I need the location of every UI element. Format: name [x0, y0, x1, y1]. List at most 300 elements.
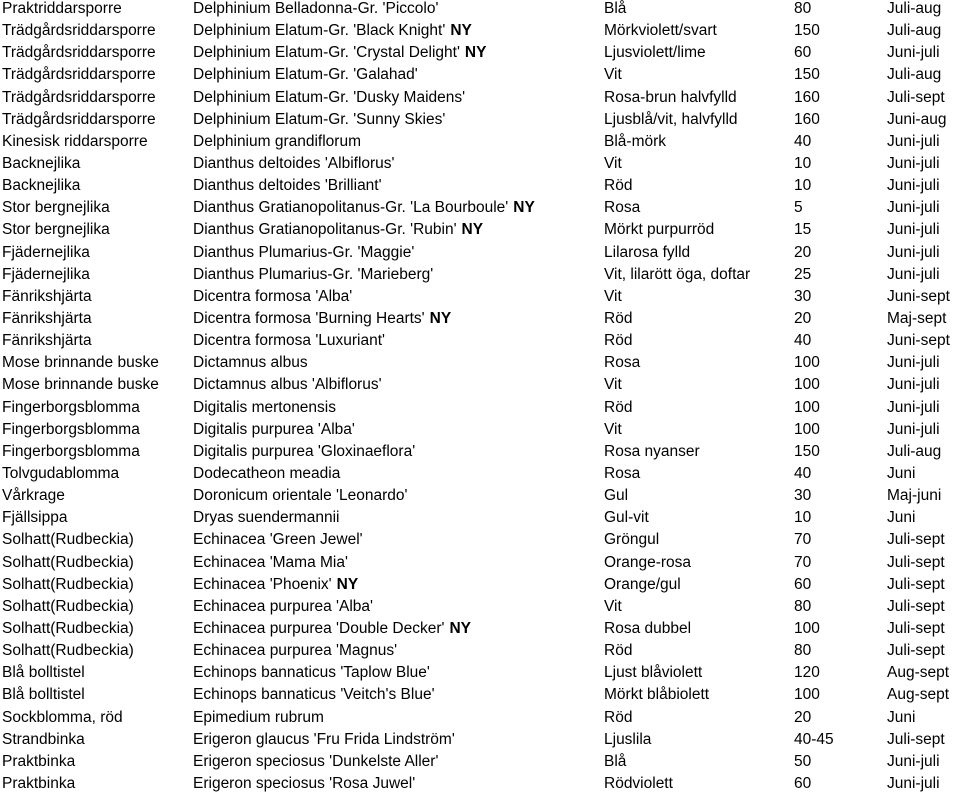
flower-color-cell: [604, 175, 632, 197]
botanical-name-cell-text: Echinacea purpurea 'Alba': [193, 597, 373, 615]
botanical-name-cell: [193, 0, 438, 20]
flower-color-cell-text: Blå: [604, 0, 627, 17]
height-cell: [794, 662, 820, 684]
bloom-period-cell-text: Juli-sept: [887, 619, 945, 637]
height-cell: [794, 684, 820, 706]
botanical-name-cell-text: Dianthus Plumarius-Gr. 'Maggie': [193, 243, 415, 261]
botanical-name-cell: [193, 286, 352, 308]
bloom-period-cell-text: Maj-sept: [887, 309, 947, 327]
bloom-period-cell-text: Juni-juli: [887, 177, 940, 195]
table-row: [2, 308, 960, 330]
common-name-cell: [2, 352, 159, 374]
height-cell-text: 10: [794, 177, 812, 195]
flower-color-cell: [604, 330, 632, 352]
flower-color-cell: [604, 219, 714, 241]
bloom-period-cell: [887, 729, 945, 751]
flower-color-cell-text: Rosa: [604, 199, 641, 217]
botanical-name-cell-text: Dryas suendermannii: [193, 509, 340, 527]
botanical-name-cell-text: Echinops bannaticus 'Taplow Blue': [193, 664, 430, 682]
height-cell-text: 150: [794, 66, 820, 84]
height-cell-text: 80: [794, 597, 812, 615]
common-name-cell: [2, 729, 85, 751]
flower-color-cell-text: Ljusblå/vit, halvfylld: [604, 110, 738, 128]
common-name-cell: [2, 330, 92, 352]
bloom-period-cell-text: Juni: [887, 464, 916, 482]
flower-color-cell: [604, 64, 622, 86]
botanical-name-cell-text: Dianthus deltoides 'Brilliant': [193, 177, 382, 195]
flower-color-cell: [604, 0, 626, 20]
botanical-name-cell: [193, 618, 471, 640]
botanical-name-cell-text: Dianthus Gratianopolitanus-Gr. 'La Bourboule': [193, 199, 509, 217]
height-cell: [794, 552, 811, 574]
flower-color-cell: [604, 131, 666, 153]
height-cell: [794, 87, 820, 109]
height-cell-text: 30: [794, 287, 812, 305]
height-cell: [794, 219, 811, 241]
common-name-cell-text: Trädgårdsriddarsporre: [2, 22, 156, 40]
height-cell: [794, 441, 820, 463]
botanical-name-cell-text: Dicentra formosa 'Luxuriant': [193, 332, 386, 350]
height-cell-text: 70: [794, 553, 812, 571]
flower-color-cell-text: Gröngul: [604, 531, 660, 549]
botanical-name-cell: [193, 596, 373, 618]
common-name-cell-text: Trädgårdsriddarsporre: [2, 44, 156, 62]
botanical-name-cell-text: Dictamnus albus: [193, 354, 308, 372]
height-cell: [794, 374, 820, 396]
flower-color-cell: [604, 397, 632, 419]
common-name-cell-text: Fänrikshjärta: [2, 332, 92, 350]
height-cell-text: 100: [794, 354, 820, 372]
common-name-cell-text: Mose brinnande buske: [2, 376, 159, 394]
bloom-period-cell: [887, 751, 940, 773]
height-cell: [794, 20, 820, 42]
botanical-name-cell: [193, 574, 358, 596]
bloom-period-cell-text: Juni: [887, 708, 916, 726]
height-cell-text: 80: [794, 642, 812, 660]
bloom-period-cell-text: Juni-juli: [887, 398, 940, 416]
table-row: [2, 574, 960, 596]
common-name-cell-text: Blå bolltistel: [2, 686, 85, 704]
bloom-period-cell: [887, 352, 940, 374]
bloom-period-cell-text: Juni-juli: [887, 154, 940, 172]
height-cell-text: 10: [794, 509, 812, 527]
botanical-name-cell: [193, 197, 535, 219]
common-name-cell: [2, 751, 75, 773]
botanical-name-cell: [193, 131, 361, 153]
bloom-period-cell-text: Juni-sept: [887, 287, 950, 305]
botanical-name-cell-text: Dodecatheon meadia: [193, 464, 341, 482]
table-row: [2, 552, 960, 574]
common-name-cell-text: Solhatt(Rudbeckia): [2, 575, 134, 593]
height-cell-text: 100: [794, 398, 820, 416]
flower-color-cell-text: Vit: [604, 287, 622, 305]
bloom-period-cell: [887, 242, 940, 264]
botanical-name-cell: [193, 87, 465, 109]
common-name-cell-text: Mose brinnande buske: [2, 354, 159, 372]
flower-color-cell-text: Röd: [604, 708, 633, 726]
botanical-name-cell-text: Delphinium Elatum-Gr. 'Galahad': [193, 66, 418, 84]
common-name-cell-text: Praktriddarsporre: [2, 0, 122, 17]
table-row: [2, 197, 960, 219]
bloom-period-cell: [887, 20, 941, 42]
common-name-cell: [2, 529, 134, 551]
common-name-cell: [2, 20, 156, 42]
flower-color-cell-text: Rosa-brun halvfylld: [604, 88, 737, 106]
height-cell: [794, 131, 811, 153]
common-name-cell: [2, 684, 85, 706]
flower-color-cell-text: Ljusviolett/lime: [604, 44, 706, 62]
flower-color-cell-text: Röd: [604, 309, 633, 327]
botanical-name-cell-text: Epimedium rubrum: [193, 708, 324, 726]
height-cell: [794, 751, 811, 773]
common-name-cell-text: Tolvgudablomma: [2, 464, 120, 482]
common-name-cell: [2, 0, 122, 20]
table-row: [2, 729, 960, 751]
common-name-cell-text: Solhatt(Rudbeckia): [2, 531, 134, 549]
height-cell: [794, 330, 811, 352]
new-badge: NY: [429, 309, 452, 327]
botanical-name-cell-text: Delphinium grandiflorum: [193, 132, 361, 150]
flower-color-cell-text: Röd: [604, 398, 633, 416]
common-name-cell-text: Fänrikshjärta: [2, 287, 92, 305]
flower-color-cell: [604, 574, 681, 596]
botanical-name-cell: [193, 397, 336, 419]
bloom-period-cell: [887, 707, 915, 729]
bloom-period-cell-text: Maj-juni: [887, 487, 942, 505]
common-name-cell: [2, 552, 134, 574]
height-cell: [794, 529, 811, 551]
bloom-period-cell: [887, 197, 940, 219]
bloom-period-cell-text: Juni: [887, 509, 916, 527]
flower-color-cell-text: Rosa nyanser: [604, 442, 700, 460]
flower-color-cell: [604, 42, 706, 64]
common-name-cell-text: Kinesisk riddarsporre: [2, 132, 148, 150]
common-name-cell: [2, 397, 140, 419]
height-cell: [794, 640, 811, 662]
botanical-name-cell-text: Dianthus deltoides 'Albiflorus': [193, 154, 395, 172]
height-cell-text: 160: [794, 110, 820, 128]
flower-color-cell-text: Rosa: [604, 354, 641, 372]
bloom-period-cell-text: Juli-sept: [887, 642, 945, 660]
flower-color-cell-text: Röd: [604, 642, 633, 660]
bloom-period-cell-text: Juni-juli: [887, 774, 940, 792]
bloom-period-cell-text: Juni-juli: [887, 132, 940, 150]
botanical-name-cell: [193, 463, 340, 485]
botanical-name-cell: [193, 153, 395, 175]
table-row: [2, 397, 960, 419]
flower-color-cell-text: Vit: [604, 597, 622, 615]
table-row: [2, 219, 960, 241]
botanical-name-cell-text: Delphinium Elatum-Gr. 'Dusky Maidens': [193, 88, 466, 106]
common-name-cell: [2, 374, 159, 396]
common-name-cell-text: Stor bergnejlika: [2, 199, 110, 217]
flower-color-cell-text: Ljust blåviolett: [604, 664, 703, 682]
common-name-cell-text: Backnejlika: [2, 177, 81, 195]
new-badge: NY: [464, 44, 487, 62]
common-name-cell: [2, 42, 156, 64]
height-cell: [794, 463, 811, 485]
flower-color-cell-text: Orange-rosa: [604, 553, 692, 571]
new-badge: NY: [336, 575, 359, 593]
flower-color-cell: [604, 441, 700, 463]
flower-color-cell-text: Blå: [604, 752, 627, 770]
height-cell: [794, 197, 803, 219]
botanical-name-cell: [193, 264, 433, 286]
table-row: [2, 529, 960, 551]
flower-color-cell: [604, 308, 632, 330]
height-cell: [794, 574, 811, 596]
common-name-cell-text: Fingerborgsblomma: [2, 442, 140, 460]
bloom-period-cell: [887, 109, 946, 131]
botanical-name-cell: [193, 729, 455, 751]
common-name-cell: [2, 441, 140, 463]
botanical-name-cell-text: Delphinium Elatum-Gr. 'Sunny Skies': [193, 110, 446, 128]
botanical-name-cell: [193, 485, 407, 507]
height-cell: [794, 507, 811, 529]
common-name-cell: [2, 507, 67, 529]
bloom-period-cell: [887, 87, 945, 109]
height-cell-text: 70: [794, 531, 812, 549]
table-row: [2, 419, 960, 441]
common-name-cell: [2, 131, 148, 153]
botanical-name-cell: [193, 308, 451, 330]
height-cell-text: 60: [794, 774, 812, 792]
botanical-name-cell: [193, 175, 382, 197]
table-row: [2, 485, 960, 507]
botanical-name-cell-text: Digitalis purpurea 'Alba': [193, 420, 355, 438]
height-cell: [794, 397, 820, 419]
height-cell-text: 60: [794, 44, 812, 62]
botanical-name-cell-text: Erigeron glaucus 'Fru Frida Lindström': [193, 730, 455, 748]
common-name-cell: [2, 485, 65, 507]
height-cell-text: 40: [794, 464, 812, 482]
height-cell: [794, 596, 811, 618]
height-cell: [794, 264, 811, 286]
table-row: [2, 87, 960, 109]
botanical-name-cell: [193, 507, 339, 529]
flower-color-cell-text: Orange/gul: [604, 575, 681, 593]
table-row: [2, 20, 960, 42]
common-name-cell-text: Blå bolltistel: [2, 664, 85, 682]
new-badge: NY: [513, 199, 535, 217]
bloom-period-cell-text: Juli-sept: [887, 730, 945, 748]
common-name-cell: [2, 264, 90, 286]
flower-color-cell: [604, 109, 738, 131]
table-row: [2, 507, 960, 529]
botanical-name-cell: [193, 330, 385, 352]
botanical-name-cell: [193, 640, 397, 662]
flower-color-cell: [604, 618, 691, 640]
botanical-name-cell-text: Dianthus Plumarius-Gr. 'Marieberg': [193, 265, 434, 283]
table-row: [2, 684, 960, 706]
botanical-name-cell: [193, 42, 486, 64]
height-cell: [794, 242, 811, 264]
botanical-name-cell: [193, 219, 483, 241]
bloom-period-cell-text: Juli-sept: [887, 597, 945, 615]
common-name-cell: [2, 197, 110, 219]
flower-color-cell: [604, 374, 622, 396]
table-row: [2, 662, 960, 684]
table-row: [2, 42, 960, 64]
height-cell-text: 60: [794, 575, 812, 593]
table-row: [2, 64, 960, 86]
height-cell-text: 80: [794, 0, 812, 17]
botanical-name-cell: [193, 441, 415, 463]
botanical-name-cell-text: Delphinium Belladonna-Gr. 'Piccolo': [193, 0, 439, 17]
table-row: [2, 352, 960, 374]
height-cell-text: 30: [794, 487, 812, 505]
height-cell: [794, 175, 811, 197]
botanical-name-cell: [193, 751, 438, 773]
common-name-cell: [2, 109, 156, 131]
common-name-cell-text: Fjällsippa: [2, 509, 68, 527]
table-row: [2, 330, 960, 352]
height-cell: [794, 485, 811, 507]
height-cell: [794, 286, 811, 308]
table-row: [2, 463, 960, 485]
bloom-period-cell: [887, 219, 940, 241]
common-name-cell: [2, 618, 134, 640]
flower-color-cell: [604, 485, 628, 507]
flower-color-cell: [604, 419, 622, 441]
bloom-period-cell: [887, 441, 941, 463]
botanical-name-cell-text: Dianthus Gratianopolitanus-Gr. 'Rubin': [193, 221, 457, 239]
flower-color-cell-text: Gul-vit: [604, 509, 649, 527]
bloom-period-cell: [887, 64, 941, 86]
flower-color-cell-text: Rosa: [604, 464, 641, 482]
bloom-period-cell: [887, 374, 940, 396]
common-name-cell-text: Praktbinka: [2, 774, 76, 792]
flower-color-cell: [604, 751, 626, 773]
bloom-period-cell: [887, 264, 940, 286]
common-name-cell: [2, 175, 80, 197]
botanical-name-cell: [193, 662, 430, 684]
botanical-name-cell: [193, 20, 472, 42]
bloom-period-cell: [887, 397, 940, 419]
height-cell-text: 20: [794, 708, 812, 726]
flower-color-cell: [604, 662, 702, 684]
common-name-cell-text: Solhatt(Rudbeckia): [2, 642, 134, 660]
botanical-name-cell-text: Dicentra formosa 'Alba': [193, 287, 353, 305]
height-cell: [794, 707, 811, 729]
height-cell-text: 150: [794, 22, 820, 40]
botanical-name-cell-text: Dicentra formosa 'Burning Hearts': [193, 309, 425, 327]
bloom-period-cell-text: Aug-sept: [887, 686, 950, 704]
flower-color-cell-text: Vit: [604, 154, 622, 172]
height-cell-text: 150: [794, 442, 820, 460]
height-cell-text: 100: [794, 420, 820, 438]
common-name-cell-text: Trädgårdsriddarsporre: [2, 110, 156, 128]
common-name-cell-text: Trädgårdsriddarsporre: [2, 66, 156, 84]
height-cell-text: 40-45: [794, 730, 834, 748]
common-name-cell: [2, 640, 134, 662]
botanical-name-cell-text: Delphinium Elatum-Gr. 'Black Knight': [193, 22, 446, 40]
bloom-period-cell: [887, 507, 915, 529]
table-row: [2, 109, 960, 131]
bloom-period-cell: [887, 0, 941, 20]
common-name-cell: [2, 242, 90, 264]
bloom-period-cell-text: Aug-sept: [887, 664, 950, 682]
flower-color-cell: [604, 197, 640, 219]
common-name-cell: [2, 286, 92, 308]
common-name-cell: [2, 308, 92, 330]
height-cell-text: 100: [794, 619, 820, 637]
common-name-cell-text: Fingerborgsblomma: [2, 398, 140, 416]
botanical-name-cell: [193, 109, 445, 131]
flower-color-cell: [604, 596, 622, 618]
bloom-period-cell: [887, 131, 940, 153]
bloom-period-cell: [887, 662, 949, 684]
bloom-period-cell-text: Juni-juli: [887, 44, 940, 62]
height-cell: [794, 308, 811, 330]
bloom-period-cell-text: Juli-aug: [887, 0, 942, 17]
bloom-period-cell: [887, 419, 940, 441]
flower-color-cell: [604, 707, 632, 729]
flower-color-cell-text: Vit: [604, 376, 622, 394]
flower-color-cell: [604, 640, 632, 662]
botanical-name-cell-text: Echinacea 'Phoenix': [193, 575, 332, 593]
bloom-period-cell-text: Juni-juli: [887, 376, 940, 394]
bloom-period-cell-text: Juni-juli: [887, 420, 940, 438]
bloom-period-cell-text: Juni-juli: [887, 354, 940, 372]
flower-color-cell-text: Rödviolett: [604, 774, 673, 792]
common-name-cell: [2, 153, 80, 175]
botanical-name-cell-text: Echinacea 'Green Jewel': [193, 531, 363, 549]
flower-color-cell: [604, 507, 649, 529]
height-cell: [794, 153, 811, 175]
common-name-cell-text: Sockblomma, röd: [2, 708, 123, 726]
botanical-name-cell-text: Echinacea 'Mama Mia': [193, 553, 348, 571]
botanical-name-cell: [193, 684, 435, 706]
flower-color-cell: [604, 684, 709, 706]
new-badge: NY: [461, 221, 484, 239]
height-cell-text: 40: [794, 132, 812, 150]
bloom-period-cell-text: Juni-sept: [887, 332, 950, 350]
common-name-cell-text: Fjädernejlika: [2, 265, 90, 283]
flower-color-cell: [604, 87, 737, 109]
bloom-period-cell-text: Juni-juli: [887, 265, 940, 283]
height-cell-text: 15: [794, 221, 812, 239]
height-cell: [794, 0, 811, 20]
flower-color-cell: [604, 352, 640, 374]
common-name-cell-text: Strandbinka: [2, 730, 85, 748]
common-name-cell-text: Fjädernejlika: [2, 243, 90, 261]
flower-color-cell: [604, 463, 640, 485]
flower-color-cell: [604, 529, 659, 551]
common-name-cell-text: Solhatt(Rudbeckia): [2, 553, 134, 571]
botanical-name-cell-text: Dictamnus albus 'Albiflorus': [193, 376, 382, 394]
bloom-period-cell: [887, 175, 940, 197]
common-name-cell-text: Backnejlika: [2, 154, 81, 172]
flower-color-cell-text: Vit: [604, 66, 622, 84]
flower-color-cell-text: Vit: [604, 420, 622, 438]
flower-color-cell-text: Gul: [604, 487, 629, 505]
botanical-name-cell-text: Echinops bannaticus 'Veitch's Blue': [193, 686, 435, 704]
height-cell-text: 10: [794, 154, 812, 172]
height-cell-text: 20: [794, 243, 812, 261]
flower-color-cell: [604, 242, 690, 264]
botanical-name-cell-text: Delphinium Elatum-Gr. 'Crystal Delight': [193, 44, 460, 62]
botanical-name-cell: [193, 352, 308, 374]
height-cell-text: 25: [794, 265, 812, 283]
bloom-period-cell: [887, 574, 945, 596]
height-cell: [794, 419, 820, 441]
botanical-name-cell-text: Erigeron speciosus 'Rosa Juwel': [193, 774, 416, 792]
botanical-name-cell: [193, 529, 363, 551]
bloom-period-cell-text: Juli-sept: [887, 531, 945, 549]
height-cell-text: 5: [794, 199, 803, 217]
botanical-name-cell: [193, 419, 355, 441]
